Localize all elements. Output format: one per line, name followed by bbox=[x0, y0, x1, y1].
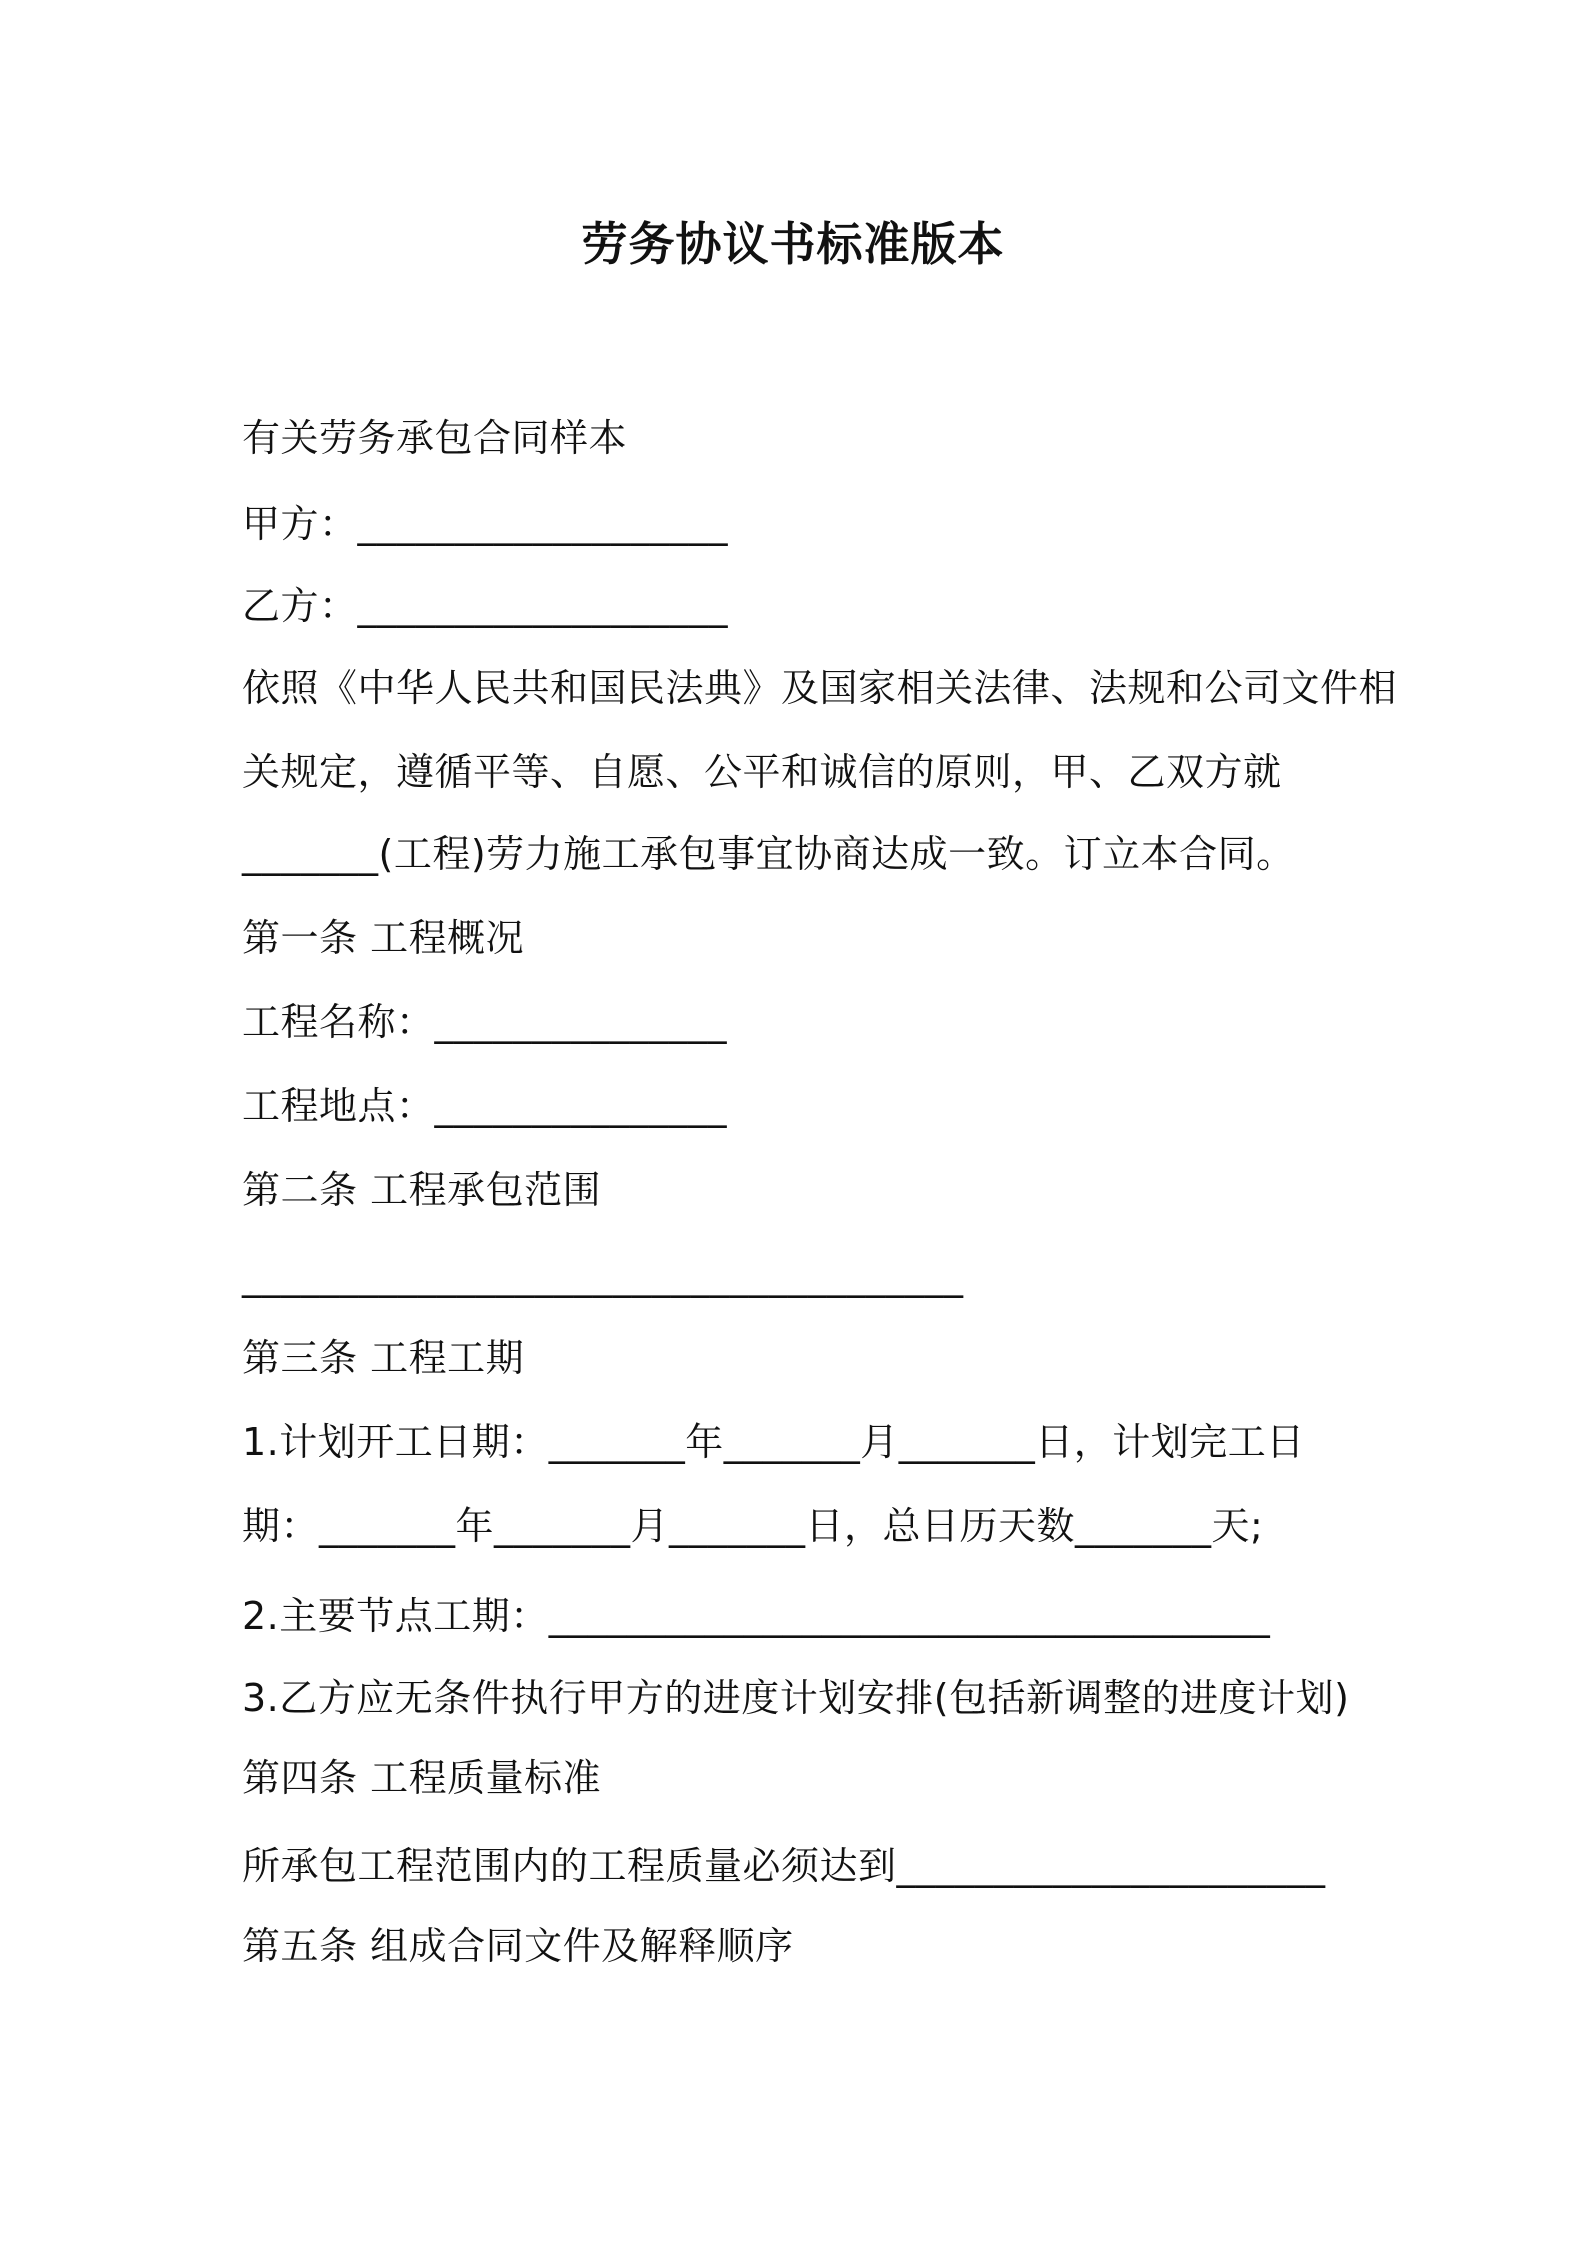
schedule-line-2: 期：_______年_______月_______日，总日历天数_______天; bbox=[242, 1504, 1264, 1548]
article-1-heading: 第一条 工程概况 bbox=[242, 916, 525, 960]
preamble-line-1: 依照《中华人民共和国民法典》及国家相关法律、法规和公司文件相 bbox=[242, 666, 1398, 710]
preamble-line-3: _______(工程)劳力施工承包事宜协商达成一致。订立本合同。 bbox=[242, 832, 1295, 876]
progress-plan-line: 3.乙方应无条件执行甲方的进度计划安排(包括新调整的进度计划) bbox=[242, 1676, 1350, 1720]
project-name-line: 工程名称：_______________ bbox=[242, 1000, 728, 1044]
party-b-line: 乙方：___________________ bbox=[242, 584, 729, 628]
article-5-heading: 第五条 组成合同文件及解释顺序 bbox=[242, 1924, 794, 1968]
milestone-line: 2.主要节点工期：_____________________________________ bbox=[242, 1594, 1271, 1638]
quality-standard-line: 所承包工程范围内的工程质量必须达到______________________ bbox=[242, 1844, 1326, 1888]
schedule-line-1: 1.计划开工日期：_______年_______月_______日，计划完工日 bbox=[242, 1420, 1305, 1464]
article-2-heading: 第二条 工程承包范围 bbox=[242, 1168, 602, 1212]
document-title: 劳务协议书标准版本 bbox=[581, 217, 1005, 271]
article-4-heading: 第四条 工程质量标准 bbox=[242, 1756, 602, 1800]
scope-blank-line: _____________________________________ bbox=[242, 1254, 964, 1298]
article-3-heading: 第三条 工程工期 bbox=[242, 1336, 525, 1380]
party-a-line: 甲方：___________________ bbox=[242, 502, 729, 546]
preamble-line-2: 关规定，遵循平等、自愿、公平和诚信的原则，甲、乙双方就 bbox=[242, 750, 1282, 794]
subtitle: 有关劳务承包合同样本 bbox=[242, 416, 628, 460]
project-location-line: 工程地点：_______________ bbox=[242, 1084, 728, 1128]
